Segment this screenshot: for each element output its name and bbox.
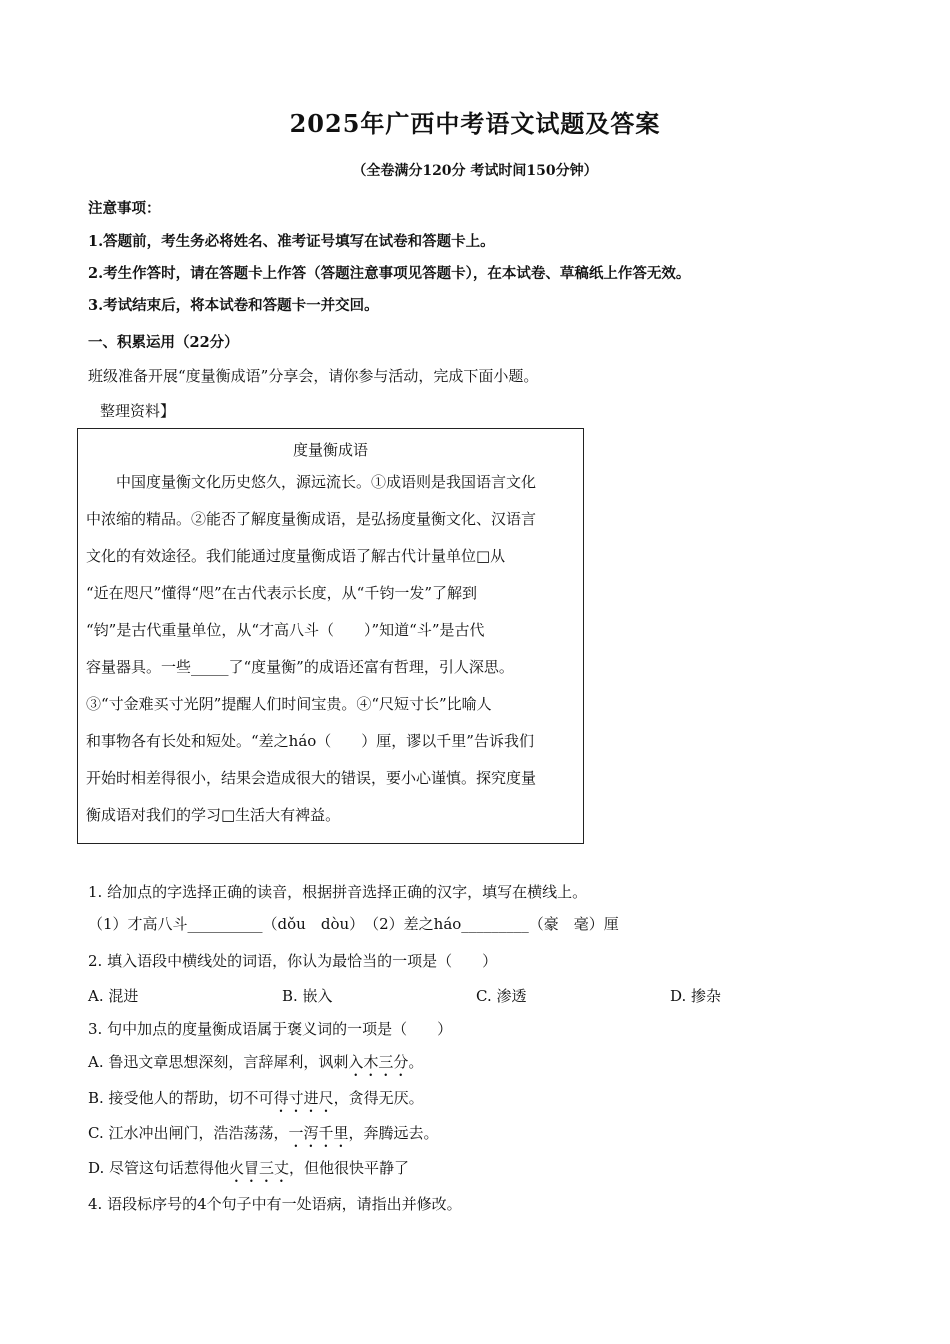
notice-item: 3.考试结束后，将本试卷和答题卡一并交回。 (88, 297, 379, 314)
passage-line: 衡成语对我们的学习□生活大有裨益。 (86, 806, 341, 824)
question-2-stem: 2. 填入语段中横线处的词语，你认为最恰当的一项是（ ） (88, 952, 498, 970)
notice-item: 2.考生作答时，请在答题卡上作答（答题注意事项见答题卡），在本试卷、草稿纸上作答无效。 (88, 265, 691, 282)
section-intro: 班级准备开展“度量衡成语”分享会，请你参与活动，完成下面小题。 (88, 367, 539, 385)
passage-box (77, 428, 584, 844)
passage-line: 和事物各有长处和短处。“差之háo（ ）厘，谬以千里”告诉我们 (86, 732, 534, 750)
option-d: D. 尽管这句话惹得他火冒三丈，但他很快平静了 (88, 1159, 410, 1177)
passage-line: 容量器具。一些_____了“度量衡”的成语还富有哲理，引人深思。 (86, 658, 514, 676)
option-a: A. 混进 (88, 987, 139, 1005)
passage-line: ③“寸金难买寸光阴”提醒人们时间宝贵。④“尺短寸长”比喻人 (86, 695, 492, 713)
passage-line: “钧”是古代重量单位，从“才高八斗（ ）”知道“斗”是古代 (86, 621, 485, 639)
passage-line: 文化的有效途径。我们能通过度量衡成语了解古代计量单位□从 (86, 547, 506, 565)
option-a: A. 鲁迅文章思想深刻，言辞犀利，讽刺入木三分。 (88, 1053, 424, 1071)
material-label: 整理资料】 (100, 402, 176, 420)
page-title: 2025年广西中考语文试题及答案 (289, 109, 661, 138)
notice-heading: 注意事项： (88, 200, 161, 217)
section-heading: 一、积累运用（22分） (88, 334, 239, 351)
passage-line: 开始时相差得很小，结果会造成很大的错误，要小心谨慎。探究度量 (86, 769, 537, 787)
passage-line: “近在咫尺”懂得“咫”在古代表示长度，从“千钧一发”了解到 (86, 584, 478, 602)
passage-line: 中浓缩的精品。②能否了解度量衡成语，是弘扬度量衡文化、汉语言 (86, 510, 537, 528)
dotted-idiom: 入木三分 (348, 1053, 409, 1071)
exam-info: （全卷满分120分 考试时间150分钟） (352, 163, 598, 179)
question-1-blanks: （1）才高八斗__________（dǒu dòu） （2）差之háo_________（豪 毫）厘 (88, 915, 619, 933)
option-c: C. 江水冲出闸门，浩浩荡荡，一泻千里，奔腾远去。 (88, 1124, 439, 1142)
option-d: D. 掺杂 (670, 987, 722, 1005)
question-4-stem: 4. 语段标序号的4个句子中有一处语病，请指出并修改。 (88, 1195, 462, 1213)
option-b: B. 嵌入 (282, 987, 333, 1005)
option-c: C. 渗透 (476, 987, 527, 1005)
option-b: B. 接受他人的帮助，切不可得寸进尺，贪得无厌。 (88, 1089, 424, 1107)
dotted-idiom: 火冒三丈 (229, 1159, 290, 1177)
passage-title: 度量衡成语 (292, 441, 368, 459)
dotted-idiom: 一泻千里 (288, 1124, 349, 1142)
notice-item: 1.答题前，考生务必将姓名、准考证号填写在试卷和答题卡上。 (88, 233, 495, 250)
question-1-stem: 1. 给加点的字选择正确的读音，根据拼音选择正确的汉字，填写在横线上。 (88, 883, 588, 901)
question-3-stem: 3. 句中加点的度量衡成语属于褒义词的一项是（ ） (88, 1020, 453, 1038)
passage-line: 中国度量衡文化历史悠久，源远流长。①成语则是我国语言文化 (86, 473, 537, 491)
dotted-idiom: 得寸进尺 (273, 1089, 334, 1107)
